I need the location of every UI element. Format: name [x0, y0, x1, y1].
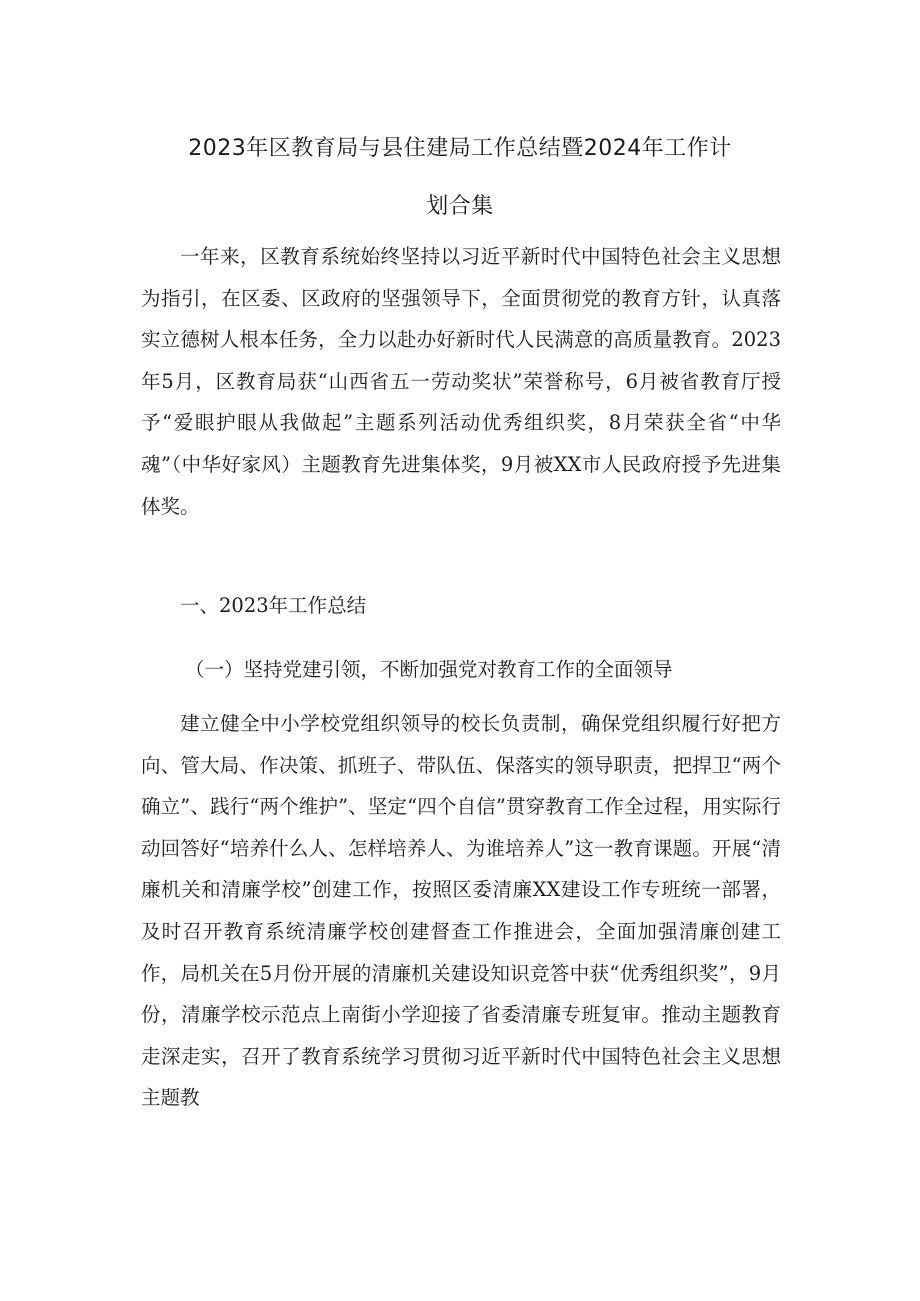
document-title-line-1: 2023年区教育局与县住建局工作总结暨2024年工作计: [188, 136, 732, 161]
intro-paragraph: 一年来，区教育系统始终坚持以习近平新时代中国特色社会主义思想为指引，在区委、区政府的坚强领导下，全面贯彻党的教育方针，认真落实立德树人根本任务，全力以赴办好新时代人民满意的高质量教育。2023年5月，区教育局获“山西省五一劳动奖状”荣誉称号，6月被省教育厅授予“爱眼护眼从我做起”主题系列活动优秀组织奖，8月荣获全省“中华魂”（中华好家风）主题教育先进集体奖，9月被XX市人民政府授予先进集体奖。: [141, 245, 781, 518]
subsection-heading: （一）坚持党建引领，不断加强党对教育工作的全面领导: [185, 658, 673, 681]
subsection-paragraph: 建立健全中小学校党组织领导的校长负责制，确保党组织履行好把方向、管大局、作决策、抓班子、带队伍、保落实的领导职责，把捍卫“两个确立”、践行“两个维护”、坚定“四个自信”贯穿教育工作全过程，用实际行动回答好“培养什么人、怎样培养人、为谁培养人”这一教育课题。开展“清廉机关和清廉学校”创建工作，按照区委清廉XX建设工作专班统一部署，及时召开教育系统清廉学校创建督查工作推进会，全面加强清廉创建工作，局机关在5月份开展的清廉机关建设知识竞答中获“优秀组织奖”，9月份，清廉学校示范点上南街小学迎接了省委清廉专班复审。推动主题教育走深走实，召开了教育系统学习贯彻习近平新时代中国特色社会主义思想主题教: [141, 712, 781, 1110]
document-title-line-2: 划合集: [426, 194, 494, 219]
section-heading: 一、2023年工作总结: [180, 594, 367, 617]
